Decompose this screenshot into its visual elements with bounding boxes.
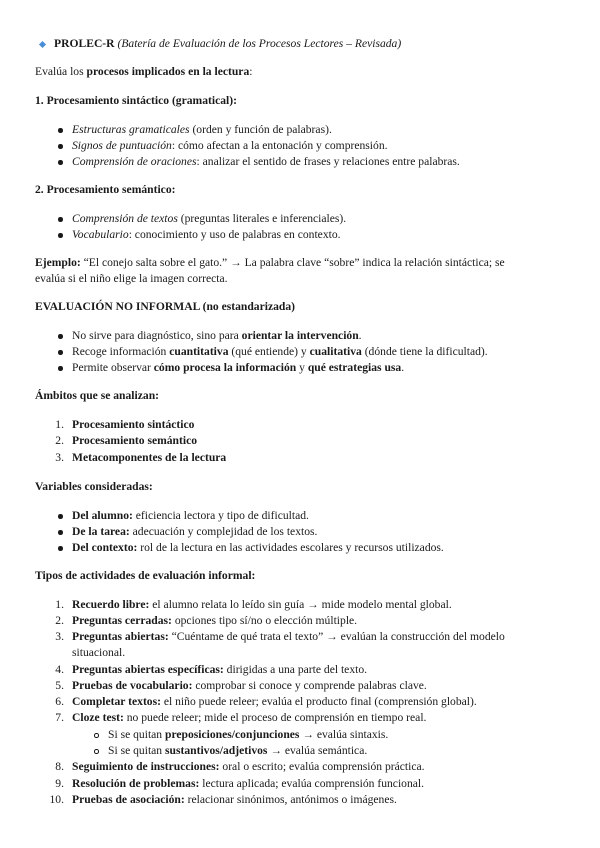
list-item: Procesamiento sintáctico bbox=[72, 418, 195, 431]
list-item: Procesamiento semántico bbox=[72, 434, 198, 447]
ambitos-heading: Ámbitos que se analizan: bbox=[35, 389, 159, 402]
list-number: 1. bbox=[55, 418, 64, 431]
list-number: 1. bbox=[55, 598, 64, 611]
list-item: No sirve para diagnóstico, sino para orientar la intervención. bbox=[72, 329, 362, 342]
bullet-icon bbox=[58, 334, 63, 339]
list-number: 5. bbox=[55, 679, 64, 692]
bullet-icon bbox=[58, 128, 63, 133]
activities-heading: Tipos de actividades de evaluación informal: bbox=[35, 569, 256, 582]
list-item: Pruebas de vocabulario: comprobar si conoce y comprende palabras clave. bbox=[72, 679, 427, 692]
bullet-icon bbox=[58, 144, 63, 149]
list-item: Preguntas cerradas: opciones tipo sí/no o elección múltiple. bbox=[72, 614, 358, 627]
list-item: Comprensión de textos (preguntas literales e inferenciales). bbox=[72, 212, 347, 225]
list-item: Resolución de problemas: lectura aplicada; evalúa comprensión funcional. bbox=[72, 777, 425, 790]
list-item-cont: situacional. bbox=[72, 646, 126, 659]
list-item: Seguimiento de instrucciones: oral o escrito; evalúa comprensión práctica. bbox=[72, 760, 425, 773]
list-item: Completar textos: el niño puede releer; evalúa el producto final (comprensión global). bbox=[72, 695, 477, 708]
list-item: Estructuras gramaticales (orden y función de palabras). bbox=[72, 123, 332, 136]
diamond-bullet-icon bbox=[39, 41, 46, 48]
sub-list-item: Si se quitan sustantivos/adjetivos → evalúa semántica. bbox=[108, 744, 368, 757]
document-title: PROLEC-R (Batería de Evaluación de los Procesos Lectores – Revisada) bbox=[54, 37, 402, 50]
list-number: 4. bbox=[55, 663, 64, 676]
bullet-icon bbox=[58, 233, 63, 238]
bullet-icon bbox=[58, 530, 63, 535]
list-item: Vocabulario: conocimiento y uso de palabras en contexto. bbox=[72, 228, 341, 241]
list-item: Recuerdo libre: el alumno relata lo leído sin guía → mide modelo mental global. bbox=[72, 598, 452, 611]
hollow-bullet-icon bbox=[94, 749, 99, 754]
list-item: Comprensión de oraciones: analizar el sentido de frases y relaciones entre palabras. bbox=[72, 155, 460, 168]
bullet-icon bbox=[58, 350, 63, 355]
list-item: Pruebas de asociación: relacionar sinónimos, antónimos o imágenes. bbox=[72, 793, 397, 806]
list-item: Cloze test: no puede releer; mide el proceso de comprensión en tiempo real. bbox=[72, 711, 427, 724]
list-number: 8. bbox=[55, 760, 64, 773]
bullet-icon bbox=[58, 546, 63, 551]
list-number: 6. bbox=[55, 695, 64, 708]
list-item: Preguntas abiertas: “Cuéntame de qué trata el texto” → evalúan la construcción del modelo bbox=[72, 630, 505, 643]
section2-heading: 2. Procesamiento semántico: bbox=[35, 183, 176, 196]
bullet-icon bbox=[58, 217, 63, 222]
list-item: Preguntas abiertas específicas: dirigidas a una parte del texto. bbox=[72, 663, 368, 676]
list-number: 3. bbox=[55, 451, 64, 464]
sub-list-item: Si se quitan preposiciones/conjunciones → evalúa sintaxis. bbox=[108, 728, 389, 741]
list-item: Del contexto: rol de la lectura en las actividades escolares y recursos utilizados. bbox=[72, 541, 444, 554]
example-paragraph: Ejemplo: “El conejo salta sobre el gato.” → La palabra clave “sobre” indica la relación sintáctica; se bbox=[35, 256, 505, 269]
variables-heading: Variables consideradas: bbox=[35, 480, 153, 493]
intro-paragraph: Evalúa los procesos implicados en la lectura: bbox=[35, 65, 253, 78]
informal-heading: EVALUACIÓN NO INFORMAL (no estandarizada) bbox=[35, 300, 296, 313]
list-item: De la tarea: adecuación y complejidad de los textos. bbox=[72, 525, 318, 538]
list-item: Metacomponentes de la lectura bbox=[72, 451, 227, 464]
example-paragraph-cont: evalúa si el niño elige la imagen correcta. bbox=[35, 272, 228, 285]
hollow-bullet-icon bbox=[94, 733, 99, 738]
bullet-icon bbox=[58, 366, 63, 371]
list-number: 2. bbox=[55, 614, 64, 627]
bullet-icon bbox=[58, 514, 63, 519]
list-item: Recoge información cuantitativa (qué entiende) y cualitativa (dónde tiene la dificultad). bbox=[72, 345, 488, 358]
list-item: Signos de puntuación: cómo afectan a la entonación y comprensión. bbox=[72, 139, 388, 152]
list-item: Permite observar cómo procesa la información y qué estrategias usa. bbox=[72, 361, 405, 374]
bullet-icon bbox=[58, 160, 63, 165]
list-number: 10. bbox=[49, 793, 64, 806]
list-number: 3. bbox=[55, 630, 64, 643]
list-number: 9. bbox=[55, 777, 64, 790]
list-number: 2. bbox=[55, 434, 64, 447]
list-number: 7. bbox=[55, 711, 64, 724]
list-item: Del alumno: eficiencia lectora y tipo de dificultad. bbox=[72, 509, 309, 522]
section1-heading: 1. Procesamiento sintáctico (gramatical): bbox=[35, 94, 237, 107]
